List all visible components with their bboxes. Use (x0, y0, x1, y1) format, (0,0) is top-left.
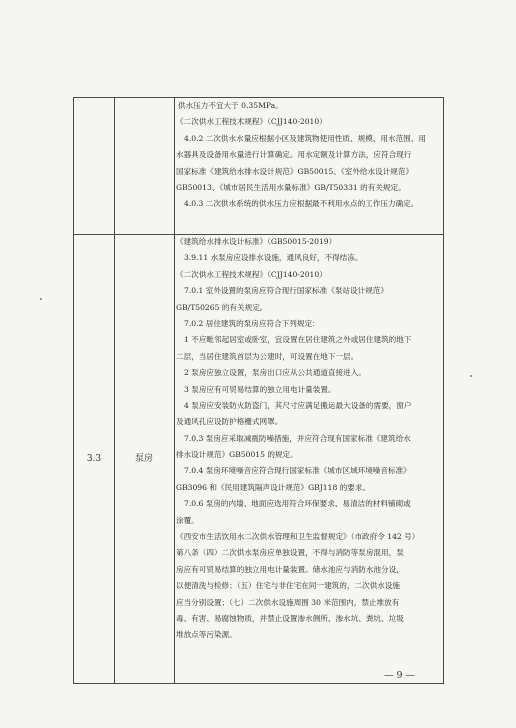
section-b-line: GB/T50265 的有关规定。 (176, 302, 268, 312)
section-b-line: 《建筑给水排水设计标准》（GB50015-2019） (176, 237, 337, 246)
section-b-line: 堆放点等污染源。 (176, 630, 237, 640)
section-a-line: 水器具及设备用水量进行计算确定。用水定额及计算方法，应符合现行 (176, 150, 412, 160)
section-b-line: 毒、有害、易腐蚀物质，并禁止设置渗水侧所、渗水坑、粪坑、垃圾 (176, 613, 404, 623)
page-number: — 9 — (384, 670, 416, 681)
section-b-line: 应当分别设置；（七）二次供水设施周围 30 米范围内，禁止堆放有 (176, 597, 400, 607)
section-a-line: 国家标准《建筑给水排水设计规范》GB50015、《室外给水设计规范》 (176, 166, 414, 176)
section-b-line: 《二次供水工程技术规程》（CJJ140-2010） (176, 269, 327, 279)
section-b-line: 4 泵房应安装防火防盗门，其尺寸应满足搬运最大设备的需要，窗户 (184, 400, 412, 410)
section-b-line: GB3096 和《民用建筑隔声设计规范》GBJ118 的要求。 (176, 482, 371, 492)
section-b-line: 3 泵房应有可贸易结算的独立用电计量装置。 (184, 384, 336, 394)
section-a-content (176, 98, 440, 213)
section-b-line: 涂覆。 (176, 515, 199, 525)
section-b-line: 以便清洗与检修；（五）住宅与非住宅在同一建筑的，二次供水设施 (176, 581, 401, 591)
section-b-line: 二层，当居住建筑首层为公建时，可设置在地下一层。 (176, 351, 359, 361)
section-a-line: GB50013、《城市居民生活用水量标准》GB/T50331 的有关规定。 (176, 182, 406, 192)
section-b-content (176, 234, 440, 644)
section-b-line: 1 不应毗邻起居室或卧室，宜设置在居住建筑之外或居住建筑的地下 (184, 335, 412, 345)
section-b-line: 7.0.3 泵房应采取减震防噪措施，并应符合现有国家标准《建筑给水 (184, 433, 411, 443)
section-name: 泵房 (134, 454, 153, 464)
section-b-line: 《西安市生活饮用水二次供水管理和卫生监督规定》（市政府令 142 号） (176, 532, 420, 542)
scan-speck (40, 298, 42, 300)
section-a-line: 4.0.2 二次供水水量应根据小区及建筑物使用性质、规模、用水范围、用 (184, 133, 426, 143)
section-b-line: 3.9.11 水泵房应设排水设施，通风良好，不得结冻。 (184, 253, 363, 263)
section-b-line: 2 泵房应独立设置，泵房出口应从公共通道直接进入。 (184, 368, 366, 378)
section-b-line: 第八条（四）二次供水泵房应单独设置，不得与消防等泵房混用，泵 (176, 548, 404, 558)
section-b-line: 7.0.4 泵房环境噪音应符合现行国家标准《城市区域环境噪音标准》 (184, 466, 411, 476)
section-a-line: 供水压力不宜大于 0.35MPa。 (178, 101, 283, 110)
section-b-line: 及通风孔应设防护格栅式网罩。 (176, 417, 283, 427)
scan-speck (470, 375, 472, 377)
section-a-line: 《二次供水工程技术规程》（CJJ140-2010） (176, 117, 327, 127)
column-divider-2 (174, 98, 175, 683)
section-b-line: 7.0.2 居住建筑的泵房应符合下列规定： (184, 318, 320, 328)
section-b-line: 排水设计规范》GB50015 的规定。 (176, 450, 298, 460)
section-b-line: 7.0.1 室外设置的泵房应符合现行国家标准《泵站设计规范》 (184, 286, 388, 296)
regulation-table (73, 97, 444, 684)
section-a-line: 4.0.3 二次供水系统的供水压力应根据最不利用水点的工作压力确定。 (184, 199, 419, 209)
section-b-line: 7.0.6 泵房的内墙、地面应选用符合环保要求、易清洁的材料铺砌或 (184, 499, 411, 509)
section-number: 3.3 (86, 454, 102, 464)
section-number-cell (74, 234, 114, 684)
section-name-cell (114, 234, 174, 684)
section-b-line: 房应有可贸易结算的独立用电计量装置。储水池应与消防水池分设， (176, 564, 404, 574)
